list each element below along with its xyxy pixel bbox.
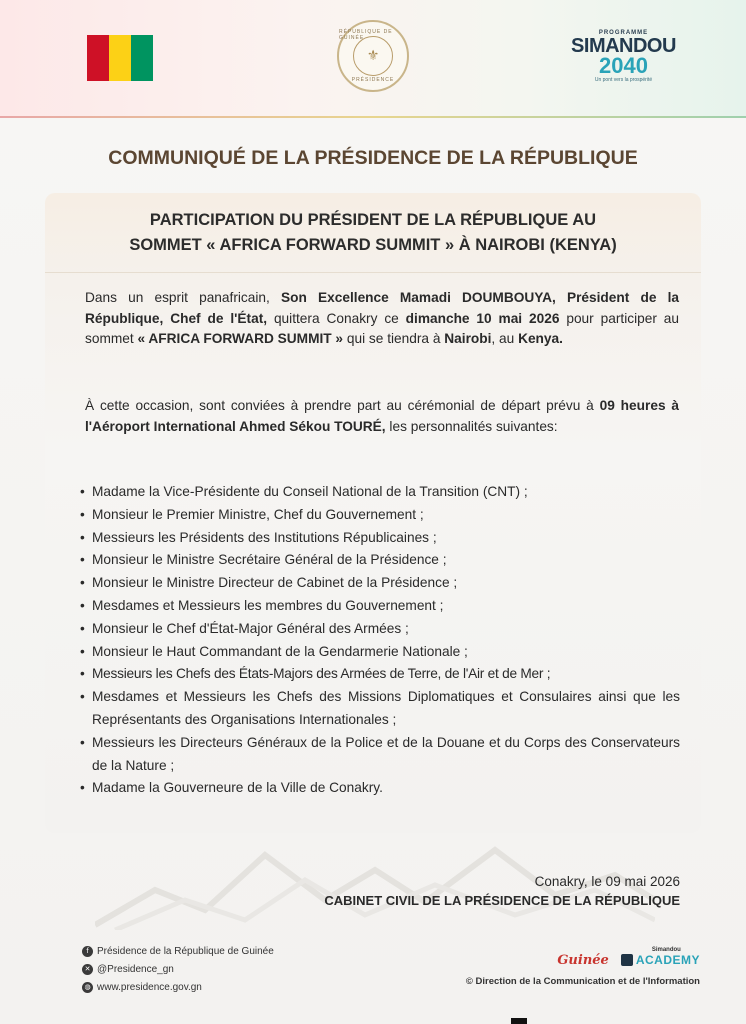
list-item: • Madame la Gouverneure de la Ville de Conakry.	[80, 777, 680, 800]
simandou-small-label: PROGRAMME	[598, 30, 649, 36]
p2-bold-1: 09 heures à l'Aéroport International Ahmed Sékou TOURÉ,	[85, 398, 679, 434]
social-links	[82, 942, 274, 996]
p1-bold-3: « AFRICA FORWARD SUMMIT »	[137, 331, 344, 346]
list-item: • Mesdames et Messieurs les membres du Gouvernement ;	[80, 595, 680, 618]
globe-icon: ◍	[82, 982, 93, 993]
website-label: www.presidence.gov.gn	[97, 981, 202, 993]
flag-stripe-green	[131, 35, 153, 81]
p1-text-5: , au	[491, 331, 519, 346]
signature-block	[324, 872, 680, 910]
guinee-logo: Guinée	[557, 952, 609, 968]
academy-logo	[621, 947, 700, 967]
p1-bold-4: Nairobi	[444, 331, 492, 346]
invitee-list	[80, 481, 680, 800]
list-item: • Messieurs les Présidents des Institutions Républicaines ;	[80, 527, 680, 550]
simandou-tagline: Un pont vers la prospérité	[594, 77, 653, 83]
copyright: © Direction de la Communication et de l'Information	[465, 976, 700, 987]
list-item: • Monsieur le Premier Ministre, Chef du Gouvernement ;	[80, 504, 680, 527]
bullet-icon: •	[80, 734, 85, 750]
seal-top-text: RÉPUBLIQUE DE GUINÉE	[339, 29, 393, 41]
list-item: • Monsieur le Ministre Secrétaire Général de la Présidence ;	[80, 549, 680, 572]
list-item: • Monsieur le Haut Commandant de la Gendarmerie Nationale ;	[80, 641, 680, 664]
paragraph-1	[85, 288, 679, 350]
page-title: COMMUNIQUÉ DE LA PRÉSIDENCE DE LA RÉPUBLIQUE	[108, 147, 638, 169]
signature-date: Conakry, le 09 mai 2026	[534, 874, 680, 889]
header-divider	[0, 116, 746, 118]
list-item: • Mesdames et Messieurs les Chefs des Missions Diplomatiques et Consulaires ainsi que les Représentants des Organisations Internationales ;	[80, 686, 680, 732]
p1-text-1: Dans un esprit panafricain,	[85, 290, 281, 305]
presidency-seal	[337, 20, 409, 92]
seal-bottom-text: PRÉSIDENCE	[351, 77, 395, 83]
bullet-icon: •	[80, 552, 85, 568]
p1-bold-5: Kenya.	[518, 331, 563, 346]
academy-name: ACADEMY	[635, 953, 700, 967]
flag-stripe-red	[87, 35, 109, 81]
academy-small-label: Simandou	[651, 947, 681, 953]
bullet-icon: •	[80, 689, 85, 705]
paragraph-2	[85, 396, 679, 437]
list-item: • Monsieur le Ministre Directeur de Cabinet de la Présidence ;	[80, 572, 680, 595]
p1-bold-1: Son Excellence Mamadi DOUMBOUYA, Président de la République, Chef de l'État,	[85, 290, 679, 326]
list-item: • Messieurs les Chefs des États-Majors des Armées de Terre, de l'Air et de Mer ;	[80, 663, 680, 686]
seal-emblem-icon: ⚜	[353, 36, 393, 76]
list-item: • Madame la Vice-Présidente du Conseil National de la Transition (CNT) ;	[80, 481, 680, 504]
footer-logos	[446, 948, 700, 987]
p1-text-3: pour participer au sommet	[85, 310, 679, 346]
p1-bold-2: dimanche 10 mai 2026	[405, 310, 560, 326]
list-item: • Monsieur le Chef d'État-Major Général des Armées ;	[80, 618, 680, 641]
p1-text-2: quittera Conakry ce	[267, 310, 406, 326]
bullet-icon: •	[80, 643, 85, 659]
p1-text-4: qui se tiendra à	[343, 331, 445, 346]
subtitle-line-2: SOMMET « AFRICA FORWARD SUMMIT » À NAIROBI (KENYA)	[129, 236, 617, 254]
website-link[interactable]	[82, 978, 274, 996]
x-icon: ✕	[82, 964, 93, 975]
academy-box-icon	[621, 954, 633, 966]
edge-mark	[511, 1018, 527, 1024]
bullet-icon: •	[80, 506, 85, 522]
bullet-icon: •	[80, 780, 85, 796]
card-subtitle	[45, 208, 701, 258]
simandou-year: 2040	[599, 53, 648, 78]
p2-text-2: les personnalités suivantes:	[385, 418, 558, 434]
facebook-icon: f	[82, 946, 93, 957]
bullet-icon: •	[80, 597, 85, 613]
flag-stripe-yellow	[109, 35, 131, 81]
facebook-label: Présidence de la République de Guinée	[97, 945, 274, 957]
facebook-link[interactable]	[82, 942, 274, 960]
simandou-name: SIMANDOU	[571, 35, 676, 57]
guinea-flag	[87, 35, 153, 81]
bullet-icon: •	[80, 666, 85, 682]
p2-text-1: À cette occasion, sont conviées à prendre part au cérémonial de départ prévu à	[85, 398, 600, 413]
subtitle-line-1: PARTICIPATION DU PRÉSIDENT DE LA RÉPUBLIQUE AU	[149, 211, 597, 229]
bullet-icon: •	[80, 529, 85, 545]
bullet-icon: •	[80, 484, 85, 499]
x-label: @Presidence_gn	[97, 963, 174, 975]
x-link[interactable]	[82, 960, 274, 978]
bullet-icon: •	[80, 620, 85, 636]
list-item: • Messieurs les Directeurs Généraux de la Police et de la Douane et du Corps des Conservateurs de la Nature ;	[80, 732, 680, 778]
bullet-icon: •	[80, 575, 85, 591]
simandou-logo	[566, 30, 681, 83]
signature-org: CABINET CIVIL DE LA PRÉSIDENCE DE LA RÉPUBLIQUE	[324, 893, 680, 908]
